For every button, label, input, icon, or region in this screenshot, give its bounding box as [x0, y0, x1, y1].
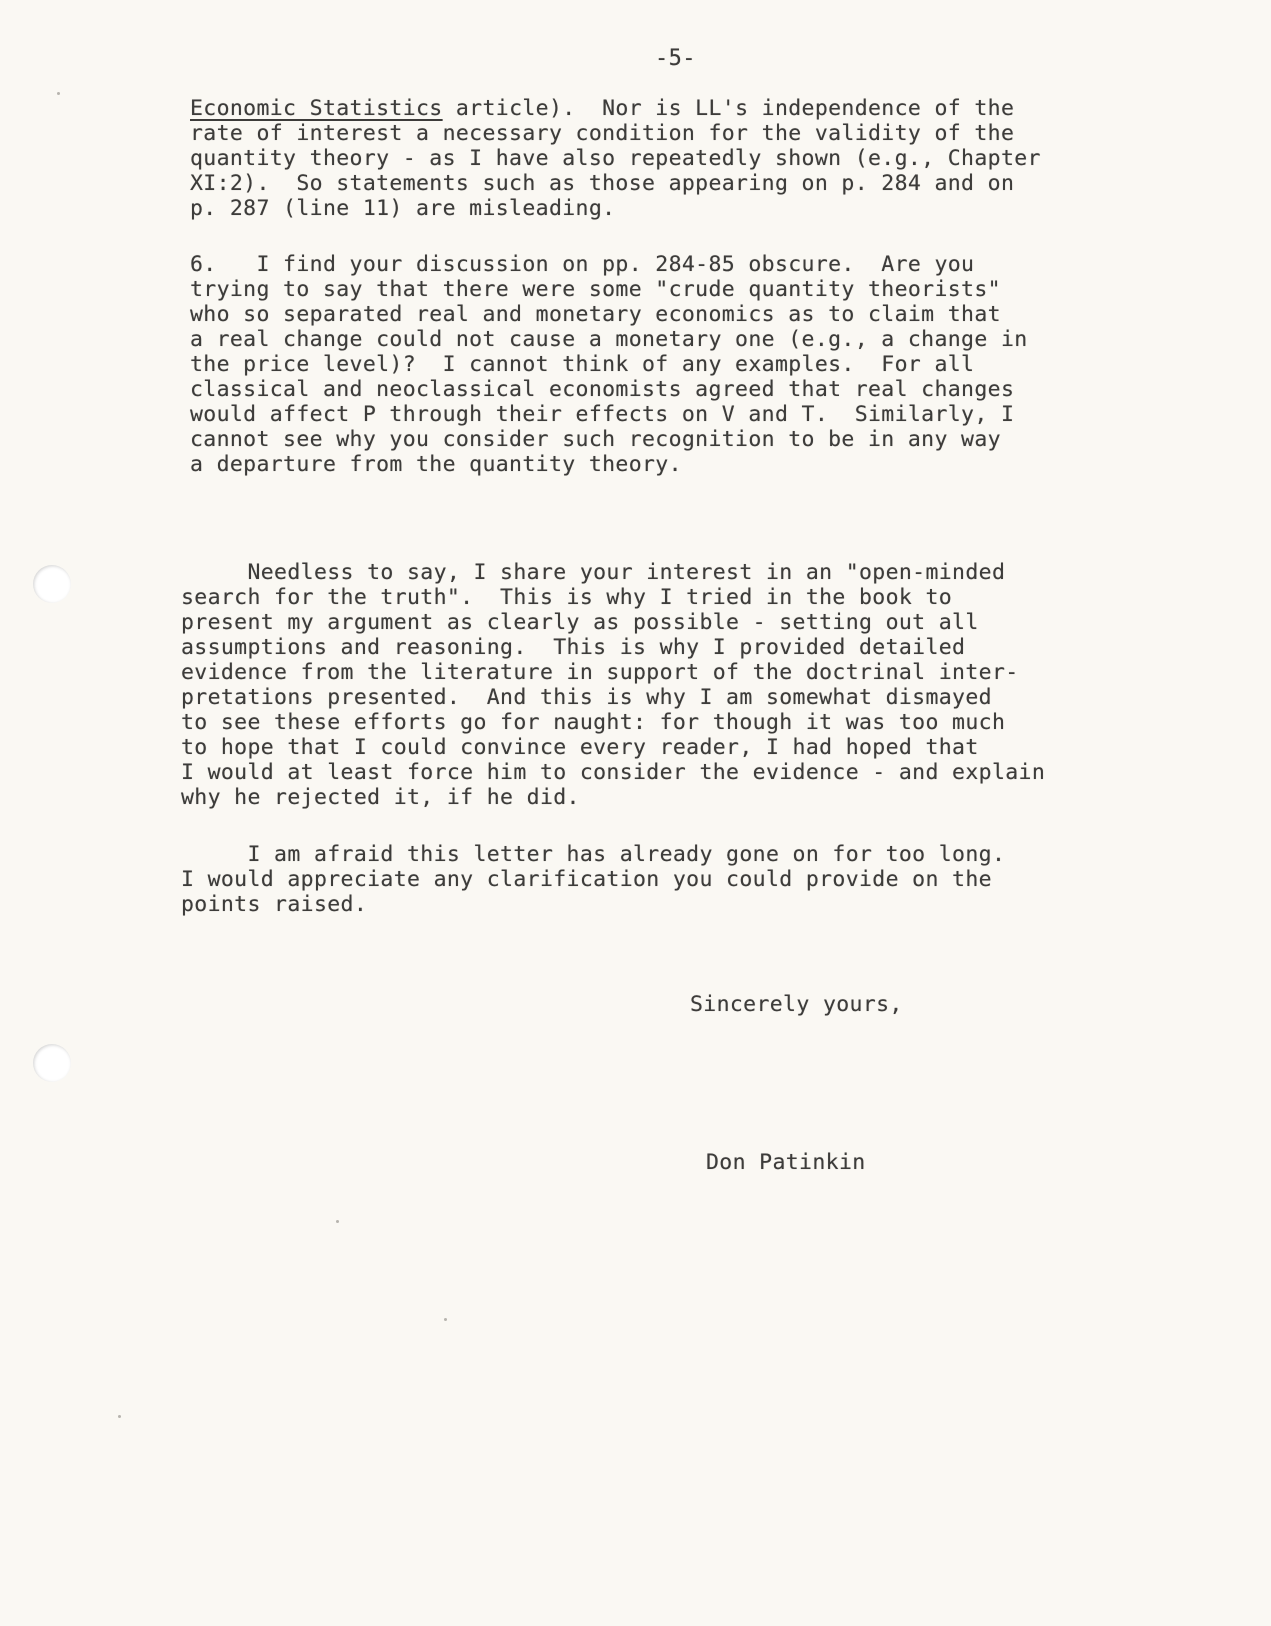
text-line: [190, 146, 1041, 171]
signature-name: Don Patinkin: [706, 1150, 866, 1175]
text-line: [181, 760, 1045, 785]
text-line: [190, 377, 1028, 402]
complimentary-close: Sincerely yours,: [690, 992, 903, 1017]
underlined-title: Economic Statistics: [190, 96, 443, 121]
line-text: search for the truth". This is why I tried in the book to: [181, 585, 953, 610]
line-text: I would at least force him to consider the evidence - and explain: [181, 760, 1046, 785]
paragraph: [190, 96, 1041, 221]
text-line: [181, 710, 1045, 735]
line-text: the price level)? I cannot think of any examples. For all: [190, 352, 975, 377]
line-text: a real change could not cause a monetary one (e.g., a change in: [190, 327, 1028, 352]
text-line: [190, 452, 1028, 477]
text-line: [181, 560, 1045, 585]
line-text: why he rejected it, if he did.: [181, 785, 580, 810]
text-line: [181, 867, 1005, 892]
text-line: [190, 352, 1028, 377]
line-text: rate of interest a necessary condition for the validity of the: [190, 121, 1015, 146]
text-line: [190, 402, 1028, 427]
paper-speck: [444, 1318, 447, 1321]
text-line: [181, 635, 1045, 660]
text-line: [181, 585, 1045, 610]
line-text: p. 287 (line 11) are misleading.: [190, 196, 616, 221]
page-number: -5-: [655, 46, 696, 71]
line-text: would affect P through their effects on V and T. Similarly, I: [190, 402, 1015, 427]
text-line: [190, 121, 1041, 146]
line-text: pretations presented. And this is why I am somewhat dismayed: [181, 685, 992, 710]
text-line: [190, 427, 1028, 452]
paper-speck: [57, 92, 60, 95]
paper-speck: [336, 1220, 339, 1223]
line-text: cannot see why you consider such recognition to be in any way: [190, 427, 1001, 452]
text-line: [190, 327, 1028, 352]
line-text: evidence from the literature in support of the doctrinal inter-: [181, 660, 1019, 685]
line-text: assumptions and reasoning. This is why I provided detailed: [181, 635, 966, 660]
numbered-paragraph: [190, 252, 1028, 477]
line-text: present my argument as clearly as possible - setting out all: [181, 610, 979, 635]
line-text: I would appreciate any clarification you could provide on the: [181, 867, 992, 892]
line-text: article). Nor is LL's independence of the: [442, 96, 1015, 121]
line-text: classical and neoclassical economists agreed that real changes: [190, 377, 1015, 402]
line-text: Needless to say, I share your interest in an "open-minded: [181, 560, 1006, 585]
text-line: [181, 892, 1005, 917]
paragraph: [181, 560, 1045, 810]
line-text: I am afraid this letter has already gone on for too long.: [181, 842, 1006, 867]
text-line: [190, 171, 1041, 196]
text-line: [190, 252, 1028, 277]
text-line: [181, 785, 1045, 810]
text-line: [190, 277, 1028, 302]
text-line: [181, 685, 1045, 710]
line-text: 6. I find your discussion on pp. 284-85 obscure. Are you: [190, 252, 975, 277]
text-line: [181, 842, 1005, 867]
text-line: [190, 196, 1041, 221]
punch-hole: [33, 565, 71, 603]
line-text: quantity theory - as I have also repeatedly shown (e.g., Chapter: [190, 146, 1041, 171]
line-text: to see these efforts go for naught: for though it was too much: [181, 710, 1006, 735]
text-line: [181, 735, 1045, 760]
text-line: [190, 302, 1028, 327]
text-line: [190, 96, 1041, 121]
punch-hole: [33, 1044, 71, 1082]
line-text: a departure from the quantity theory.: [190, 452, 682, 477]
text-line: [181, 660, 1045, 685]
text-line: [181, 610, 1045, 635]
line-text: trying to say that there were some "crude quantity theorists": [190, 277, 1001, 302]
line-text: points raised.: [181, 892, 368, 917]
paper-speck: [118, 1415, 121, 1418]
line-text: who so separated real and monetary economics as to claim that: [190, 302, 1001, 327]
closing-paragraph: [181, 842, 1005, 917]
line-text: XI:2). So statements such as those appearing on p. 284 and on: [190, 171, 1015, 196]
line-text: to hope that I could convince every reader, I had hoped that: [181, 735, 979, 760]
